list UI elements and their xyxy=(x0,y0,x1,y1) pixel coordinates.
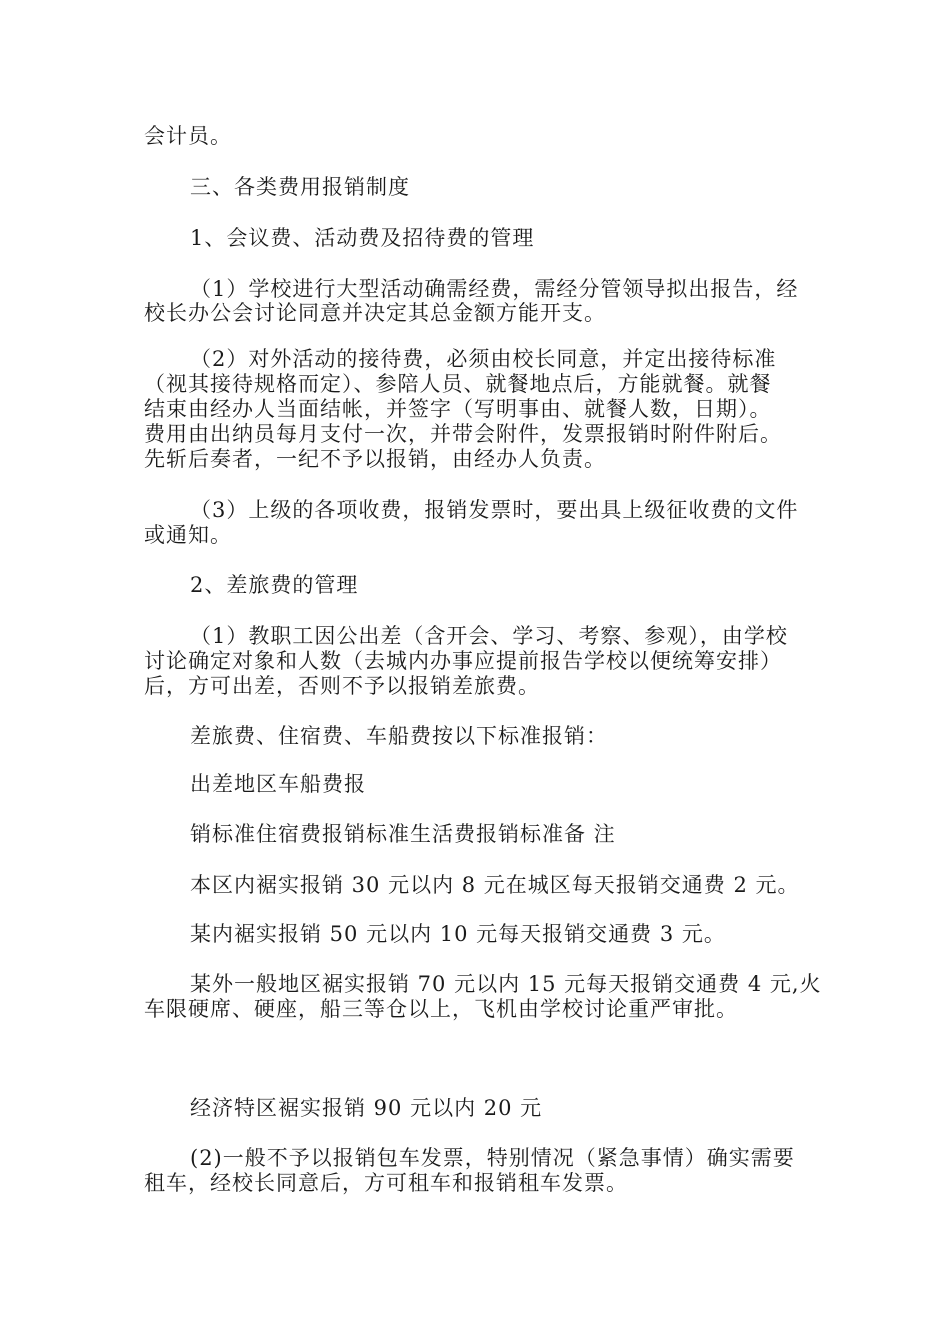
paragraph-line: 校长办公会讨论同意并决定其总金额方能开支。 xyxy=(144,301,606,325)
paragraph-line: 后，方可出差，否则不予以报销差旅费。 xyxy=(144,674,540,698)
text-line: 会计员。 xyxy=(144,124,232,148)
paragraph-line: (2)一般不予以报销包车发票，特别情况（紧急事情）确实需要 xyxy=(190,1146,795,1170)
subsection-heading: 2、差旅费的管理 xyxy=(190,573,359,597)
section-heading: 三、各类费用报销制度 xyxy=(190,175,410,199)
paragraph-line: （2）对外活动的接待费，必须由校长同意，并定出接待标准 xyxy=(190,347,777,371)
paragraph-line: 经济特区裾实报销 90 元以内 20 元 xyxy=(190,1096,543,1120)
paragraph-line: 先斩后奏者，一纪不予以报销，由经办人负责。 xyxy=(144,447,606,471)
paragraph-line: 租车，经校长同意后，方可租车和报销租车发票。 xyxy=(144,1171,628,1195)
paragraph-line: 或通知。 xyxy=(144,523,232,547)
paragraph-line: 销标准住宿费报销标准生活费报销标准备 注 xyxy=(190,822,616,846)
paragraph-line: （3）上级的各项收费，报销发票时，要出具上级征收费的文件 xyxy=(190,498,799,522)
paragraph-line: 差旅费、住宿费、车船费按以下标准报销： xyxy=(190,724,608,748)
subsection-heading: 1、会议费、活动费及招待费的管理 xyxy=(190,226,535,250)
paragraph-line: 某内裾实报销 50 元以内 10 元每天报销交通费 3 元。 xyxy=(190,922,726,946)
paragraph-line: 某外一般地区裾实报销 70 元以内 15 元每天报销交通费 4 元,火 xyxy=(190,972,822,996)
paragraph-line: 车限硬席、硬座，船三等仓以上，飞机由学校讨论重严审批。 xyxy=(144,997,738,1021)
paragraph-line: 本区内裾实报销 30 元以内 8 元在城区每天报销交通费 2 元。 xyxy=(190,873,800,897)
paragraph-line: 出差地区车船费报 xyxy=(190,772,366,796)
paragraph-line: （1）教职工因公出差（含开会、学习、考察、参观），由学校 xyxy=(190,624,788,648)
paragraph-line: 费用由出纳员每月支付一次，并带会附件，发票报销时附件附后。 xyxy=(144,422,782,446)
paragraph-line: （1）学校进行大型活动确需经费，需经分管领导拟出报告，经 xyxy=(190,277,799,301)
paragraph-line: 结束由经办人当面结帐，并签字（写明事由、就餐人数，日期）。 xyxy=(144,397,772,421)
paragraph-line: 讨论确定对象和人数（去城内办事应提前报告学校以便统筹安排） xyxy=(144,649,782,673)
paragraph-line: （视其接待规格而定）、参陪人员、就餐地点后，方能就餐。就餐 xyxy=(144,372,772,396)
